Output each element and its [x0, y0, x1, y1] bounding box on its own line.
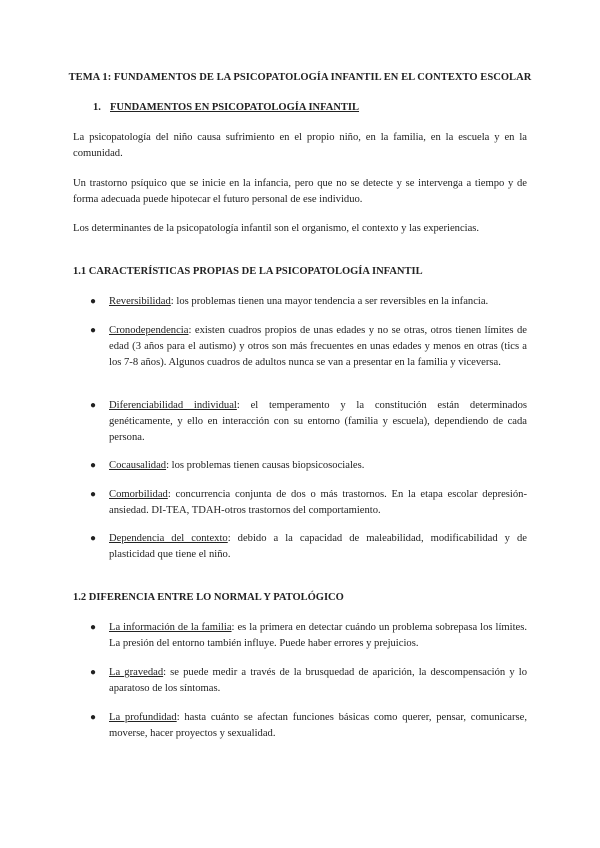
list-item-body: [109, 710, 527, 742]
list-item-term: Cocausalidad: [109, 460, 167, 471]
list-item: [90, 665, 527, 697]
bullet-icon: ●: [90, 712, 97, 723]
list-item-body: [109, 294, 527, 310]
list-item-text: : debido a la capacidad de maleabilidad, modificabilidad y de plasticidad que tiene el niño.: [109, 533, 527, 560]
bullet-icon: ●: [90, 400, 97, 411]
list-item: [90, 323, 527, 371]
list-item-term: La información de la familia: [109, 622, 232, 633]
bullet-icon: ●: [90, 667, 97, 678]
list-item: [90, 620, 527, 652]
bullet-icon: ●: [90, 489, 97, 500]
list-item-text: : hasta cuánto se afectan funciones básicas como querer, pensar, comunicarse, moverse, hacer proyectos y sexualidad.: [109, 712, 527, 739]
list-item-text: : el temperamento y la constitución están determinados genéticamente, y ello en interacción con su entorno (familia y escuela), dependiendo de cada persona.: [109, 400, 527, 443]
list-item: [90, 710, 527, 742]
list-item: [90, 458, 527, 474]
list-item: [90, 487, 527, 519]
list-item: [90, 398, 527, 446]
list-item-body: [109, 458, 527, 474]
list-item-body: [109, 665, 527, 697]
paragraph: Un trastorno psíquico que se inicie en la infancia, pero que no se detecte y se intervenga a tiempo y de forma adecuada puede hipotecar el futuro personal de ese individuo.: [73, 178, 527, 205]
list-item-body: [109, 323, 527, 371]
list-item-term: Cronodependencia: [109, 325, 189, 336]
list-item-text: : los problemas tienen causas biopsicosociales.: [166, 460, 365, 471]
paragraph: La psicopatología del niño causa sufrimiento en el propio niño, en la familia, en la escuela y en la comunidad.: [73, 132, 527, 159]
section-1-heading-text: FUNDAMENTOS EN PSICOPATOLOGÍA INFANTIL: [110, 102, 360, 113]
section-1-heading: [93, 102, 359, 113]
section-1-number: 1.: [93, 102, 101, 113]
list-item-text: : concurrencia conjunta de dos o más trastornos. En la etapa escolar depresión-ansiedad. DI-TEA, TDAH-otros trastornos del comportamiento.: [109, 489, 527, 516]
list-item-text: : existen cuadros propios de unas edades y no se otras, otros tienen límites de edad (3 años para el autismo) y otros son más frecuentes en unas edades y menos en otras (tics a los 7-8 años). Algunos cuadros de adultos nunca se van a presentar en la familia y viceversa.: [109, 325, 527, 368]
bullet-icon: ●: [90, 460, 97, 471]
list-item-term: La profundidad: [109, 712, 177, 723]
list-item-body: [109, 531, 527, 563]
list-item-body: [109, 620, 527, 652]
list-item-text: : es la primera en detectar cuándo un problema sobrepasa los límites. La presión del entorno también influye. Puede haber errores y prejuicios.: [109, 622, 528, 649]
list-item-term: La gravedad: [109, 667, 164, 678]
bullet-icon: ●: [90, 325, 97, 336]
paragraph: Los determinantes de la psicopatología infantil son el organismo, el contexto y las experiencias.: [73, 223, 480, 234]
list-item: [90, 531, 527, 563]
document-title: TEMA 1: FUNDAMENTOS DE LA PSICOPATOLOGÍA INFANTIL EN EL CONTEXTO ESCOLAR: [68, 72, 532, 83]
list-item: [90, 294, 527, 310]
list-item-text: : se puede medir a través de la brusquedad de aparición, la descompensación y lo aparatoso de los síntomas.: [109, 667, 527, 694]
list-item-term: Comorbilidad: [109, 489, 168, 500]
list-item-body: [109, 487, 527, 519]
bullet-icon: ●: [90, 296, 97, 307]
list-item-term: Dependencia del contexto: [109, 533, 228, 544]
list-item-term: Diferenciabilidad individual: [109, 400, 237, 411]
list-item-text: : los problemas tienen una mayor tendencia a ser reversibles en la infancia.: [170, 296, 489, 307]
list-item-term: Reversibilidad: [109, 296, 171, 307]
list-item-body: [109, 398, 527, 446]
bullet-icon: ●: [90, 622, 97, 633]
section-1-1-heading: 1.1 CARACTERÍSTICAS PROPIAS DE LA PSICOPATOLOGÍA INFANTIL: [73, 266, 423, 277]
section-1-2-heading: 1.2 DIFERENCIA ENTRE LO NORMAL Y PATOLÓGICO: [73, 592, 344, 603]
bullet-icon: ●: [90, 533, 97, 544]
